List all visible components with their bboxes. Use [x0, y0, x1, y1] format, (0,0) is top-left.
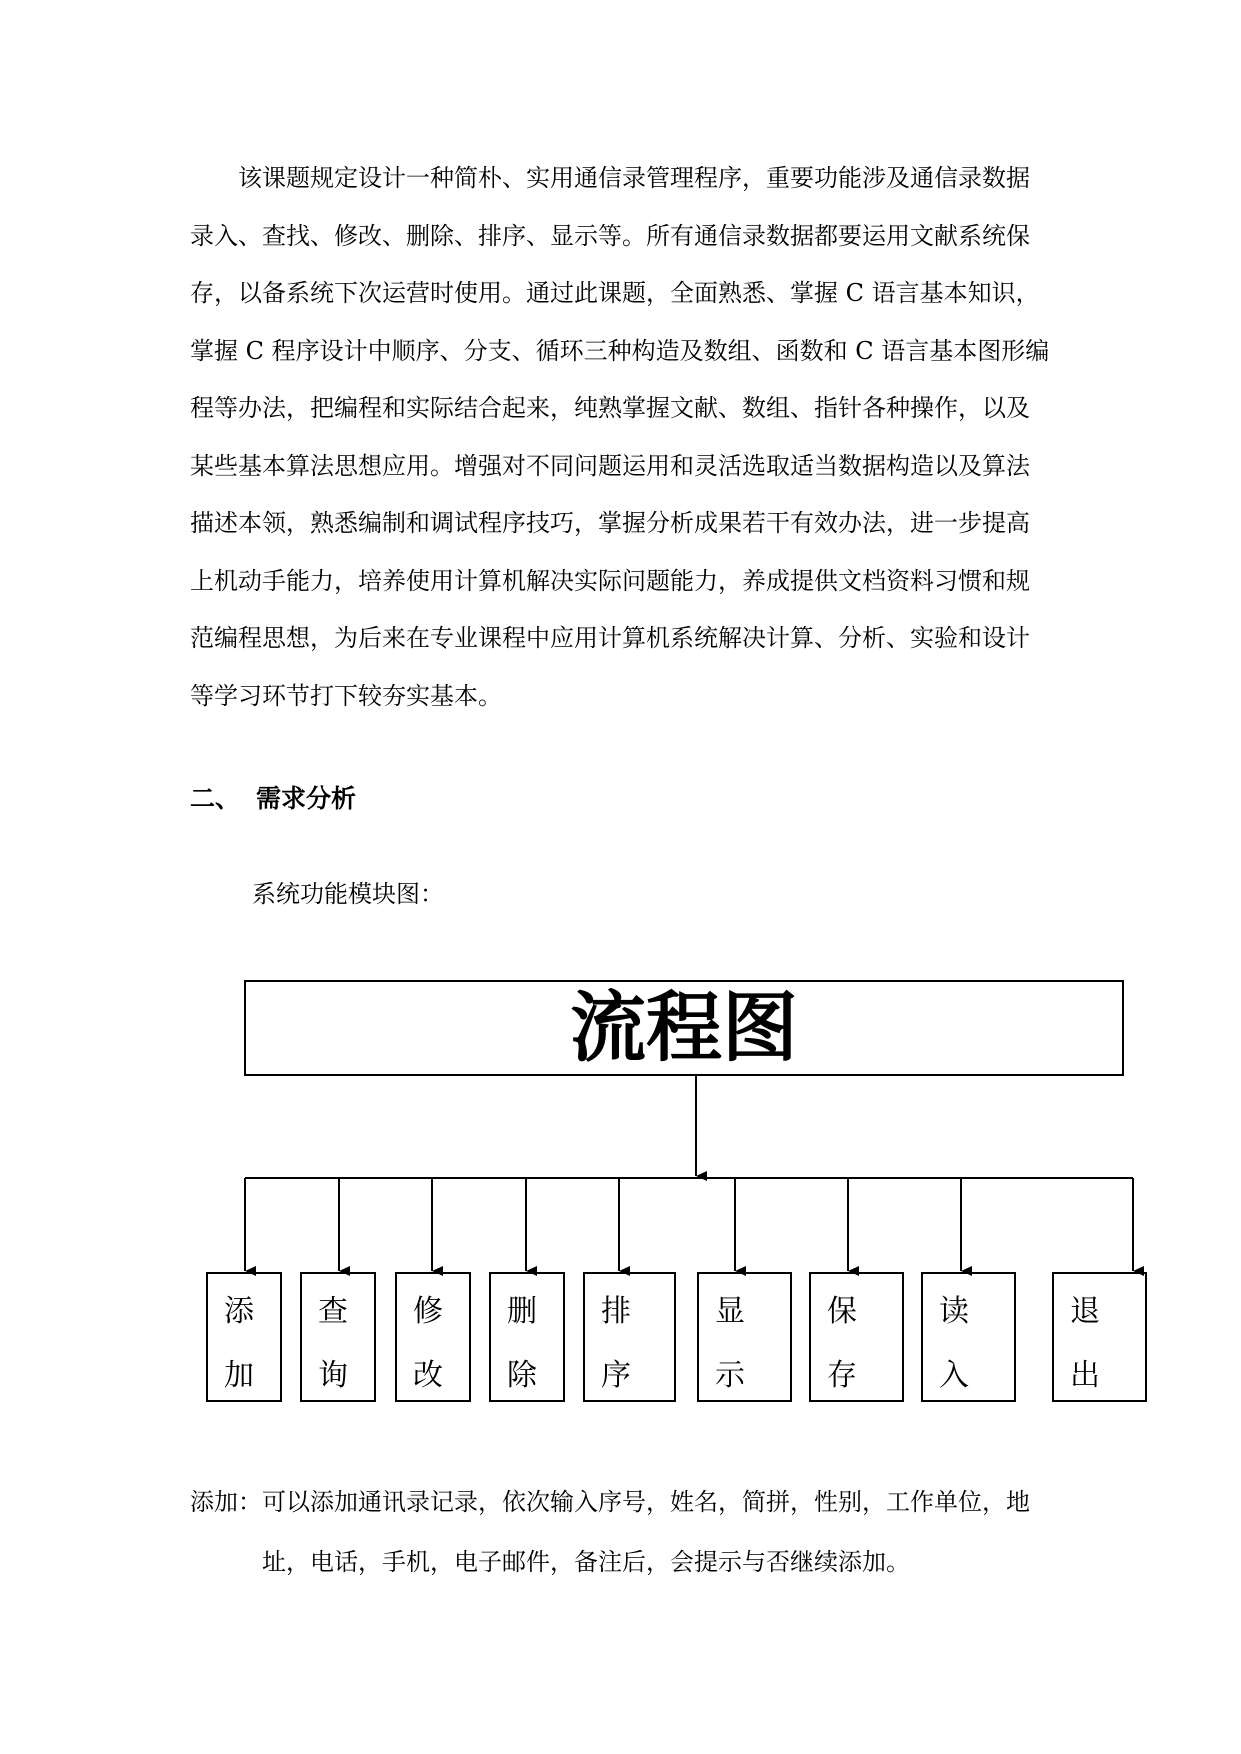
module-char: 退 — [1070, 1294, 1100, 1329]
module-sort — [583, 1272, 676, 1402]
module-char: 加 — [224, 1358, 254, 1393]
module-char: 出 — [1070, 1358, 1100, 1393]
module-save — [809, 1272, 904, 1402]
module-exit — [1052, 1272, 1147, 1402]
intro-line: 掌握 C 程序设计中顺序、分支、循环三种构造及数组、函数和 C 语言基本图形编 — [190, 336, 1050, 365]
section-number: 二、 — [190, 784, 241, 813]
section-title: 需求分析 — [256, 784, 357, 813]
module-add — [206, 1272, 282, 1402]
module-char: 除 — [507, 1358, 537, 1393]
module-char: 删 — [507, 1294, 537, 1329]
module-char: 存 — [827, 1358, 857, 1393]
module-char: 显 — [715, 1294, 745, 1329]
intro-line: 程等办法，把编程和实际结合起来，纯熟掌握文献、数组、指针各种操作，以及 — [190, 394, 1030, 422]
module-query — [300, 1272, 376, 1402]
module-char: 序 — [601, 1358, 631, 1393]
intro-paragraph — [190, 150, 1050, 725]
module-char: 入 — [939, 1358, 969, 1393]
section-heading — [190, 779, 356, 815]
module-char: 改 — [413, 1358, 443, 1393]
intro-line: 上机动手能力，培养使用计算机解决实际问题能力，养成提供文档资料习惯和规 — [190, 566, 1030, 595]
module-char: 修 — [413, 1294, 443, 1329]
intro-line: 范编程思想，为后来在专业课程中应用计算机系统解决计算、分析、实验和设计 — [190, 624, 1030, 652]
intro-line: 录入、查找、修改、删除、排序、显示等。所有通信录数据都要运用文献系统保 — [190, 221, 1030, 250]
module-delete — [489, 1272, 565, 1402]
module-display — [697, 1272, 792, 1402]
flowchart-title-box — [244, 980, 1124, 1076]
flowchart-title: 流程图 — [570, 983, 798, 1072]
module-modify — [395, 1272, 471, 1402]
module-char: 查 — [318, 1294, 348, 1329]
module-char: 排 — [601, 1294, 631, 1329]
module-char: 添 — [224, 1294, 254, 1329]
figure-caption: 系统功能模块图： — [252, 880, 444, 908]
module-char: 询 — [318, 1358, 348, 1393]
intro-line: 某些基本算法思想应用。增强对不同问题运用和灵活选取适当数据构造以及算法 — [190, 451, 1030, 480]
module-load — [921, 1272, 1016, 1402]
intro-line: 该课题规定设计一种简朴、实用通信录管理程序，重要功能涉及通信录数据 — [238, 164, 1030, 192]
module-char: 读 — [939, 1294, 969, 1329]
intro-line: 存，以备系统下次运营时使用。通过此课题，全面熟悉、掌握 C 语言基本知识， — [190, 279, 1040, 307]
description-line: 添加：可以添加通讯录记录，依次输入序号，姓名，简拼，性别，工作单位，地 — [190, 1488, 1030, 1516]
description-line: 址，电话，手机，电子邮件，备注后，会提示与否继续添加。 — [262, 1548, 910, 1576]
module-char: 保 — [827, 1294, 857, 1329]
intro-line: 描述本领，熟悉编制和调试程序技巧，掌握分析成果若干有效办法，进一步提高 — [190, 509, 1030, 537]
intro-line: 等学习环节打下较夯实基本。 — [190, 681, 502, 710]
module-char: 示 — [715, 1358, 745, 1393]
